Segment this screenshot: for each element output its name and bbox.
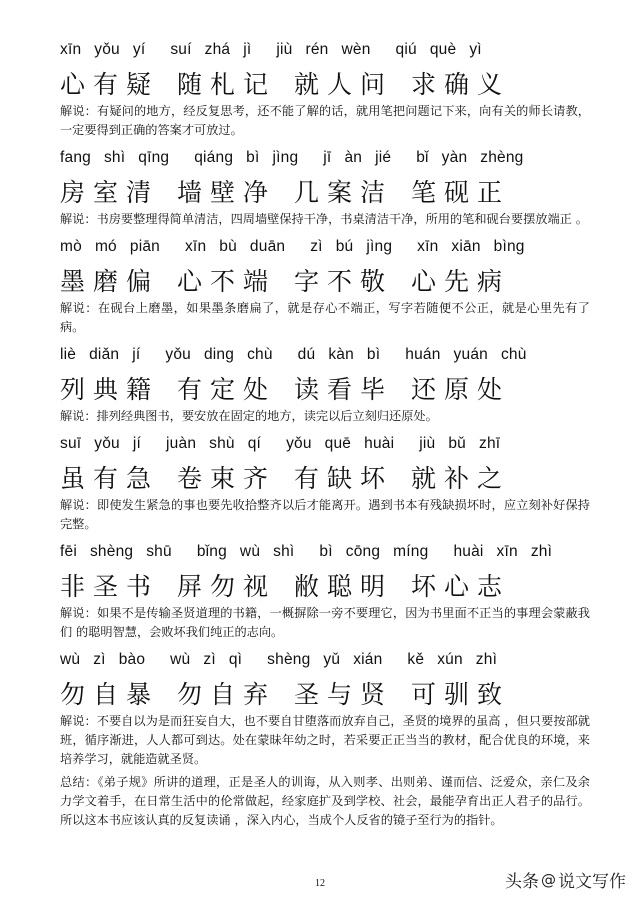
hanzi-phrase — [177, 262, 276, 298]
pinyin-phrase — [166, 435, 274, 453]
pinyin-syllable: bào — [118, 651, 146, 668]
hanzi-character: 房 — [60, 178, 86, 207]
hanzi-character: 偏 — [126, 267, 152, 296]
pinyin-phrase — [323, 149, 404, 167]
explanation-text: 解说：书房要整理得简单清洁，四周墙壁保持干净，书桌清洁干净，所用的笔和砚台要摆放端正 。 — [60, 212, 588, 226]
pinyin-syllable: duān — [249, 238, 286, 255]
pinyin-syllable: wù — [239, 543, 261, 560]
pinyin-syllable: jí — [132, 346, 141, 363]
pinyin-syllable: zhì — [530, 543, 553, 560]
hanzi-character: 正 — [477, 178, 503, 207]
hanzi-character: 卷 — [177, 464, 203, 493]
hanzi-phrase — [294, 675, 393, 711]
hanzi-character: 问 — [360, 70, 386, 99]
pinyin-syllable: yǒu — [286, 435, 312, 452]
pinyin-syllable: bǐng — [196, 543, 227, 560]
pinyin-syllable: zhì — [475, 651, 498, 668]
pinyin-phrase — [165, 346, 285, 364]
pinyin-syllable: zì — [93, 651, 106, 668]
hanzi-character: 自 — [93, 680, 119, 709]
hanzi-character: 人 — [327, 70, 353, 99]
hanzi-character: 义 — [477, 70, 503, 99]
hanzi-character: 贤 — [360, 680, 386, 709]
pinyin-syllable: chù — [500, 346, 527, 363]
hanzi-character: 明 — [360, 572, 386, 601]
hanzi-phrase — [411, 567, 510, 603]
pinyin-syllable: yàn — [441, 149, 468, 166]
pinyin-syllable: xiān — [451, 238, 481, 255]
hanzi-character: 字 — [294, 267, 320, 296]
pinyin-syllable: quē — [324, 435, 352, 452]
pinyin-syllable: liè — [60, 346, 77, 363]
pinyin-phrase — [170, 41, 264, 59]
pinyin-syllable: huài — [364, 435, 395, 452]
pinyin-syllable: fang — [60, 149, 91, 166]
hanzi-phrase — [294, 459, 393, 495]
hanzi-character: 补 — [444, 464, 470, 493]
pinyin-phrase — [60, 238, 173, 256]
verse-stanza — [60, 538, 590, 642]
pinyin-syllable: xīn — [60, 41, 82, 58]
hanzi-character: 齐 — [243, 464, 269, 493]
hanzi-phrase — [177, 65, 276, 101]
pinyin-syllable: què — [429, 41, 457, 58]
hanzi-phrase — [294, 370, 393, 406]
pinyin-syllable: xún — [437, 651, 463, 668]
hanzi-row — [60, 674, 590, 712]
hanzi-character: 读 — [294, 375, 320, 404]
pinyin-syllable: zì — [310, 238, 323, 255]
hanzi-character: 确 — [444, 70, 470, 99]
pinyin-syllable: yì — [469, 41, 482, 58]
pinyin-syllable: xīn — [184, 238, 207, 255]
hanzi-phrase — [411, 675, 510, 711]
hanzi-character: 还 — [411, 375, 437, 404]
pinyin-syllable: xīn — [496, 543, 518, 560]
pinyin-syllable: cōng — [345, 543, 381, 560]
pinyin-row — [60, 430, 590, 458]
hanzi-character: 先 — [444, 267, 470, 296]
hanzi-phrase — [177, 675, 276, 711]
pinyin-row — [60, 36, 590, 64]
hanzi-character: 几 — [294, 178, 320, 207]
hanzi-character: 列 — [60, 375, 86, 404]
hanzi-character: 就 — [294, 70, 320, 99]
pinyin-syllable: bìng — [493, 238, 525, 255]
pinyin-phrase — [310, 238, 405, 256]
pinyin-phrase — [276, 41, 383, 59]
hanzi-character: 净 — [243, 178, 269, 207]
pinyin-phrase — [60, 651, 158, 669]
pinyin-phrase — [60, 149, 182, 167]
hanzi-character: 疑 — [126, 70, 152, 99]
hanzi-phrase — [411, 65, 510, 101]
hanzi-character: 驯 — [444, 680, 470, 709]
hanzi-character: 端 — [243, 267, 269, 296]
pinyin-row — [60, 233, 590, 261]
pinyin-syllable: qīng — [138, 149, 170, 166]
hanzi-character: 有 — [93, 70, 119, 99]
hanzi-character: 原 — [444, 375, 470, 404]
pinyin-phrase — [396, 41, 495, 59]
pinyin-syllable: shèng — [89, 543, 134, 560]
hanzi-phrase — [60, 675, 159, 711]
hanzi-phrase — [294, 173, 393, 209]
hanzi-character: 坏 — [360, 464, 386, 493]
watermark-at: @ — [541, 870, 556, 889]
verse-stanza — [60, 36, 590, 140]
pinyin-syllable: ding — [203, 346, 235, 363]
pinyin-syllable: yuán — [453, 346, 488, 363]
hanzi-character: 心 — [177, 267, 203, 296]
pinyin-phrase — [60, 543, 185, 561]
hanzi-character: 有 — [93, 464, 119, 493]
pinyin-syllable: qiáng — [194, 149, 234, 166]
pinyin-phrase — [416, 149, 536, 167]
pinyin-syllable: míng — [393, 543, 429, 560]
pinyin-syllable: jí — [132, 435, 142, 452]
pinyin-syllable: qì — [228, 651, 243, 668]
pinyin-syllable: zhèng — [480, 149, 524, 166]
pinyin-syllable: shù — [209, 435, 235, 452]
hanzi-character: 致 — [477, 680, 503, 709]
pinyin-syllable: wù — [170, 651, 191, 668]
pinyin-syllable: jì — [243, 41, 252, 58]
hanzi-character: 笔 — [411, 178, 437, 207]
pinyin-phrase — [60, 435, 154, 453]
pinyin-syllable: wù — [60, 651, 81, 668]
hanzi-character: 籍 — [126, 375, 152, 404]
hanzi-character: 就 — [411, 464, 437, 493]
pinyin-phrase — [407, 651, 510, 669]
pinyin-syllable: jìng — [272, 149, 299, 166]
hanzi-character: 病 — [477, 267, 503, 296]
hanzi-character: 暴 — [126, 680, 152, 709]
hanzi-character: 与 — [327, 680, 353, 709]
hanzi-row — [60, 261, 590, 299]
hanzi-character: 不 — [327, 267, 353, 296]
hanzi-character: 弃 — [243, 680, 269, 709]
hanzi-character: 书 — [126, 572, 152, 601]
pinyin-syllable: suī — [60, 435, 82, 452]
pinyin-phrase — [417, 238, 537, 256]
hanzi-phrase — [60, 262, 159, 298]
pinyin-syllable: yǔ — [323, 651, 341, 668]
hanzi-character: 急 — [126, 464, 152, 493]
hanzi-character: 束 — [210, 464, 236, 493]
pinyin-syllable: jìng — [366, 238, 393, 255]
hanzi-character: 虽 — [60, 464, 86, 493]
hanzi-character: 不 — [210, 267, 236, 296]
pinyin-phrase — [453, 543, 565, 561]
pinyin-syllable: qiú — [395, 41, 417, 58]
hanzi-row — [60, 566, 590, 604]
pinyin-syllable: yí — [132, 41, 146, 58]
hanzi-row — [60, 64, 590, 102]
hanzi-character: 壁 — [210, 178, 236, 207]
pinyin-syllable: huài — [453, 543, 484, 560]
hanzi-character: 随 — [177, 70, 203, 99]
hanzi-character: 求 — [411, 70, 437, 99]
pinyin-syllable: bù — [219, 238, 237, 255]
pinyin-row — [60, 144, 590, 172]
pinyin-syllable: xián — [353, 651, 383, 668]
hanzi-character: 有 — [294, 464, 320, 493]
pinyin-phrase — [267, 651, 395, 669]
hanzi-character: 聪 — [327, 572, 353, 601]
pinyin-syllable: diǎn — [89, 346, 120, 363]
verse-stanza — [60, 233, 590, 337]
pinyin-syllable: qí — [247, 435, 262, 452]
hanzi-character: 圣 — [294, 680, 320, 709]
pinyin-syllable: bì — [319, 543, 333, 560]
pinyin-phrase — [194, 149, 311, 167]
hanzi-row — [60, 369, 590, 407]
hanzi-character: 毕 — [360, 375, 386, 404]
hanzi-character: 典 — [93, 375, 119, 404]
pinyin-syllable: yǒu — [94, 435, 120, 452]
hanzi-character: 屏 — [177, 572, 203, 601]
pinyin-syllable: zhá — [204, 41, 231, 58]
pinyin-phrase — [60, 346, 153, 364]
hanzi-character: 勿 — [60, 680, 86, 709]
pinyin-syllable: juàn — [166, 435, 197, 452]
watermark — [505, 867, 626, 892]
pinyin-syllable: jiù — [419, 435, 436, 452]
hanzi-phrase — [294, 65, 393, 101]
hanzi-character: 勿 — [210, 572, 236, 601]
hanzi-phrase — [60, 567, 159, 603]
hanzi-character: 洁 — [360, 178, 386, 207]
pinyin-syllable: suí — [170, 41, 192, 58]
pinyin-syllable: jié — [375, 149, 392, 166]
pinyin-syllable: àn — [344, 149, 363, 166]
pinyin-phrase — [170, 651, 255, 669]
hanzi-phrase — [411, 173, 510, 209]
pinyin-syllable: shū — [146, 543, 172, 560]
explanation-text: 解说：排列经典图书，要安放在固定的地方，读完以后立刻归还原处。 — [60, 409, 438, 423]
pinyin-syllable: mò — [60, 238, 82, 255]
hanzi-character: 处 — [243, 375, 269, 404]
pinyin-syllable: zhī — [479, 435, 501, 452]
explanation-text: 解说：在砚台上磨墨，如果墨条磨扁了，就是存心不端正，写字若随便不公正，就是心里先有了病。 — [60, 301, 590, 334]
hanzi-phrase — [177, 567, 276, 603]
pinyin-syllable: shì — [103, 149, 126, 166]
hanzi-character: 视 — [243, 572, 269, 601]
hanzi-character: 非 — [60, 572, 86, 601]
pinyin-syllable: shì — [273, 543, 295, 560]
pinyin-syllable: bǔ — [448, 435, 466, 452]
hanzi-character: 墙 — [177, 178, 203, 207]
hanzi-character: 室 — [93, 178, 119, 207]
hanzi-character: 坏 — [411, 572, 437, 601]
hanzi-phrase — [411, 370, 510, 406]
hanzi-character: 看 — [327, 375, 353, 404]
pinyin-syllable: bì — [366, 346, 381, 363]
hanzi-character: 有 — [177, 375, 203, 404]
hanzi-phrase — [60, 173, 159, 209]
hanzi-row — [60, 172, 590, 210]
pinyin-syllable: yǒu — [94, 41, 120, 58]
pinyin-syllable: fēi — [60, 543, 77, 560]
pinyin-syllable: yǒu — [165, 346, 191, 363]
pinyin-phrase — [60, 41, 158, 59]
pinyin-phrase — [197, 543, 308, 561]
pinyin-syllable: bú — [335, 238, 354, 255]
hanzi-phrase — [411, 262, 510, 298]
pinyin-syllable: wèn — [341, 41, 371, 58]
hanzi-phrase — [177, 459, 276, 495]
pinyin-syllable: jiù — [276, 41, 293, 58]
hanzi-character: 之 — [477, 464, 503, 493]
hanzi-character: 勿 — [177, 680, 203, 709]
hanzi-phrase — [177, 370, 276, 406]
pinyin-phrase — [185, 238, 298, 256]
pinyin-syllable: kàn — [328, 346, 354, 363]
hanzi-character: 敬 — [360, 267, 386, 296]
hanzi-phrase — [60, 65, 159, 101]
pinyin-syllable: bì — [246, 149, 260, 166]
pinyin-syllable: chù — [247, 346, 273, 363]
hanzi-character: 心 — [444, 572, 470, 601]
explanation-text: 解说：即使发生紧急的事也要先收拾整齐以后才能离开。遇到书本有残缺损坏时，应立刻补好保持完整。 — [60, 498, 590, 531]
hanzi-phrase — [60, 459, 159, 495]
hanzi-character: 处 — [477, 375, 503, 404]
summary-text: 总结：《弟子规》所讲的道理，正是圣人的训诲，从入则孝、出则弟、谨而信、泛爱众，亲仁及余力学文着手，在日常生活中的伦常做起，经家庭扩及到学校、社会，最能孕育出正人君子的品行。所以这本书应该认真的反复读诵 ，深入内心，当成个人反省的镜子至行为的指针。 — [60, 775, 590, 827]
hanzi-character: 缺 — [327, 464, 353, 493]
hanzi-character: 札 — [210, 70, 236, 99]
pinyin-syllable: jī — [323, 149, 332, 166]
pinyin-row — [60, 341, 590, 369]
hanzi-phrase — [60, 370, 159, 406]
pinyin-syllable: rén — [305, 41, 329, 58]
hanzi-character: 案 — [327, 178, 353, 207]
pinyin-row — [60, 538, 590, 566]
explanation-text: 解说：有疑问的地方，经反复思考，还不能了解的话，就用笔把问题记下来，向有关的师长请教，一定要得到正确的答案才可放过。 — [60, 104, 590, 137]
pinyin-syllable: xīn — [417, 238, 439, 255]
hanzi-character: 圣 — [93, 572, 119, 601]
pinyin-syllable: kě — [407, 651, 425, 668]
hanzi-character: 定 — [210, 375, 236, 404]
pinyin-phrase — [286, 435, 407, 453]
hanzi-character: 敝 — [294, 572, 320, 601]
watermark-author: 说文写作 — [558, 872, 626, 892]
pinyin-syllable: piān — [129, 238, 160, 255]
hanzi-row — [60, 458, 590, 496]
verse-stanza — [60, 646, 590, 769]
pinyin-phrase — [319, 543, 441, 561]
hanzi-character: 自 — [210, 680, 236, 709]
hanzi-phrase — [294, 567, 393, 603]
verse-stanza — [60, 144, 590, 229]
hanzi-character: 志 — [477, 572, 503, 601]
pinyin-syllable: zì — [203, 651, 216, 668]
page-content — [60, 36, 590, 830]
hanzi-phrase — [294, 262, 393, 298]
hanzi-phrase — [411, 459, 510, 495]
hanzi-character: 磨 — [93, 267, 119, 296]
pinyin-syllable: mó — [94, 238, 117, 255]
pinyin-syllable: bǐ — [416, 149, 429, 166]
hanzi-character: 记 — [243, 70, 269, 99]
pinyin-syllable: huán — [405, 346, 441, 363]
pinyin-row — [60, 646, 590, 674]
pinyin-phrase — [298, 346, 394, 364]
watermark-brand: 头条 — [505, 872, 539, 892]
pinyin-phrase — [405, 346, 539, 364]
hanzi-character: 清 — [126, 178, 152, 207]
verse-stanza — [60, 430, 590, 534]
hanzi-character: 墨 — [60, 267, 86, 296]
hanzi-character: 心 — [411, 267, 437, 296]
pinyin-syllable: shèng — [267, 651, 311, 668]
pinyin-phrase — [419, 435, 513, 453]
explanation-text: 解说：如果不是传输圣贤道理的书籍，一概摒除一旁不要理它，因为书里面不正当的事理会蒙蔽我们 的聪明智慧，会败坏我们纯正的志向。 — [60, 606, 590, 639]
explanation-text: 解说：不要自以为是而狂妄自大，也不要自甘堕落而放弃自己，圣贤的境界的虽高 ，但只要按部就班，循序渐进，人人都可到达。处在蒙昧年幼之时，若采要正正当当的教材，配合优良的环境，来培养学习，就能造就圣贤。 — [60, 714, 590, 766]
hanzi-phrase — [177, 173, 276, 209]
verse-stanza — [60, 341, 590, 426]
hanzi-character: 砚 — [444, 178, 470, 207]
pinyin-syllable: dú — [297, 346, 316, 363]
page-number: 12 — [315, 878, 325, 889]
hanzi-character: 可 — [411, 680, 437, 709]
hanzi-character: 心 — [60, 70, 86, 99]
